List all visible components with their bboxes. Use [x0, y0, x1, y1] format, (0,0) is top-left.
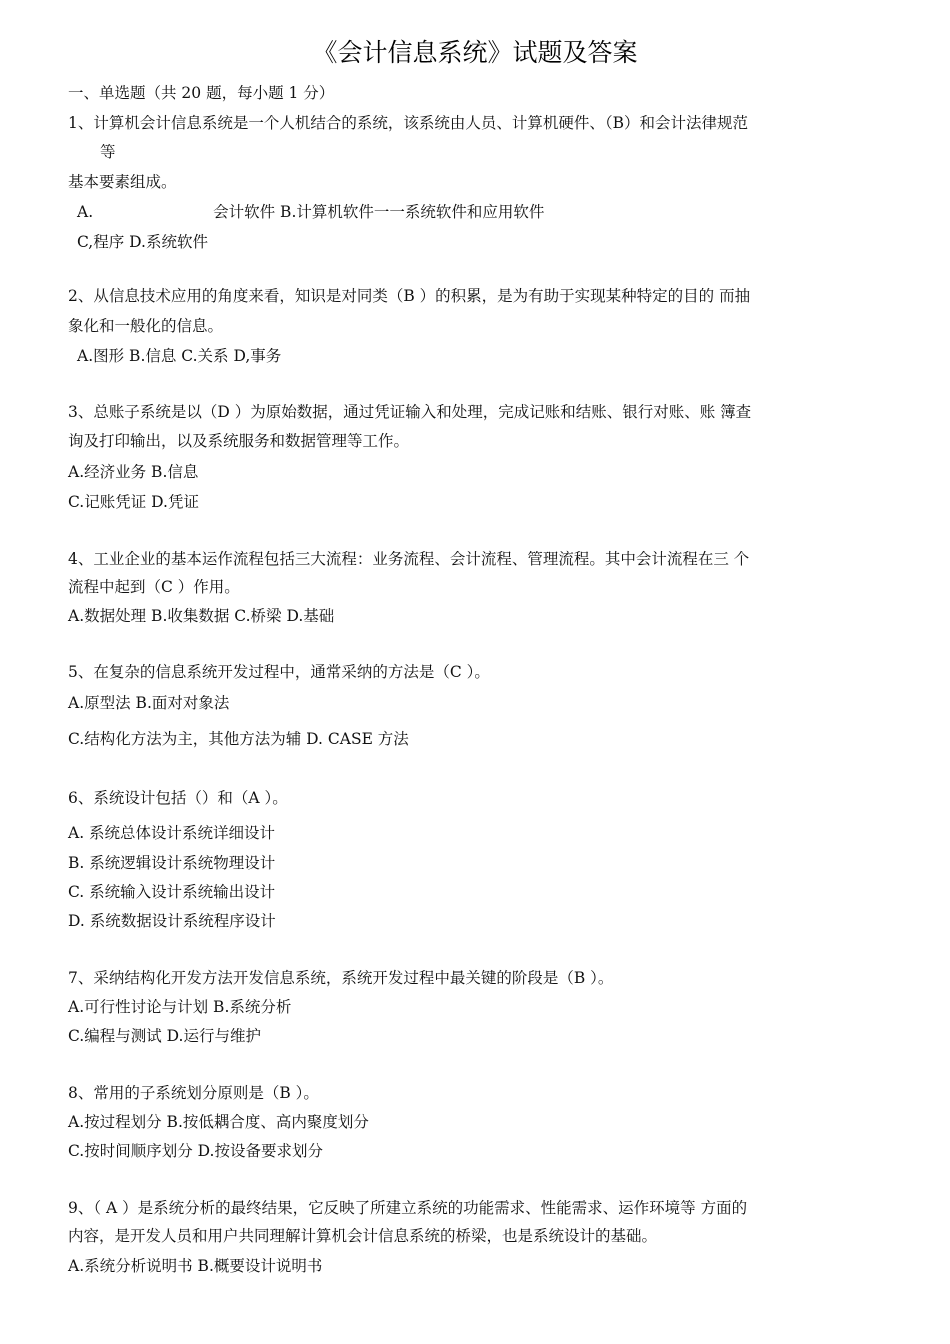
question-1-text: 基本要素组成。	[68, 173, 177, 191]
question-1-option-row	[77, 201, 544, 223]
question-3-option-row: C.记账凭证 D.凭证	[68, 493, 199, 511]
question-9-text: 9、（ A ）是系统分析的最终结果，它反映了所建立系统的功能需求、性能需求、运作环境等 方面的	[68, 1199, 748, 1217]
question-1-option-row: C,程序 D.系统软件	[77, 233, 208, 251]
question-4-text: 流程中起到（C ）作用。	[68, 578, 240, 596]
option-label: A.	[77, 203, 94, 221]
question-1-text: 等	[100, 143, 116, 161]
option-text: 会计软件 B.计算机软件一一系统软件和应用软件	[213, 203, 545, 221]
page-title: 《会计信息系统》试题及答案	[312, 38, 638, 67]
question-8-option-row: C.按时间顺序划分 D.按设备要求划分	[68, 1142, 323, 1160]
question-1-text: 1、计算机会计信息系统是一个人机结合的系统，该系统由人员、计算机硬件、（B）和会计法律规范	[68, 114, 749, 132]
question-5-option-row: A.原型法 B.面对对象法	[68, 694, 230, 712]
question-8-option-row: A.按过程划分 B.按低耦合度、高内聚度划分	[68, 1113, 369, 1131]
section-heading: 一、单选题（共 20 题，每小题 1 分）	[68, 84, 335, 102]
question-9-text: 内容，是开发人员和用户共同理解计算机会计信息系统的桥梁，也是系统设计的基础。	[68, 1227, 658, 1245]
question-6-option-row: C. 系统输入设计系统输出设计	[68, 883, 276, 901]
question-8-text: 8、常用的子系统划分原则是（B ）。	[68, 1084, 319, 1102]
question-4-text: 4、工业企业的基本运作流程包括三大流程：业务流程、会计流程、管理流程。其中会计流程在三 个	[68, 550, 750, 568]
question-6-option-row: D. 系统数据设计系统程序设计	[68, 912, 276, 930]
question-4-option-row: A.数据处理 B.收集数据 C.桥梁 D.基础	[68, 607, 335, 625]
question-6-text: 6、系统设计包括（）和（A ）。	[68, 789, 288, 807]
question-7-option-row: C.编程与测试 D.运行与维护	[68, 1027, 261, 1045]
question-3-option-row: A.经济业务 B.信息	[68, 463, 199, 481]
question-2-text: 2、从信息技术应用的角度来看，知识是对同类（B ）的积累，是为有助于实现某种特定的目的 而抽	[68, 287, 751, 305]
question-7-text: 7、采纳结构化开发方法开发信息系统，系统开发过程中最关键的阶段是（B ）。	[68, 969, 614, 987]
question-6-option-row: A. 系统总体设计系统详细设计	[68, 824, 276, 842]
question-7-option-row: A.可行性讨论与计划 B.系统分析	[68, 998, 292, 1016]
question-5-text: 5、在复杂的信息系统开发过程中，通常采纳的方法是（C ）。	[68, 663, 490, 681]
question-9-option-row: A.系统分析说明书 B.概要设计说明书	[68, 1257, 323, 1275]
question-2-option-row: A.图形 B.信息 C.关系 D,事务	[77, 347, 282, 365]
question-6-option-row: B. 系统逻辑设计系统物理设计	[68, 854, 276, 872]
question-5-option-row: C.结构化方法为主，其他方法为辅 D. CASE 方法	[68, 730, 409, 748]
question-2-text: 象化和一般化的信息。	[68, 317, 224, 335]
question-3-text: 3、总账子系统是以（D ）为原始数据，通过凭证输入和处理，完成记账和结账、银行对账、账 簿查	[68, 403, 752, 421]
question-3-text: 询及打印输出，以及系统服务和数据管理等工作。	[68, 432, 410, 450]
